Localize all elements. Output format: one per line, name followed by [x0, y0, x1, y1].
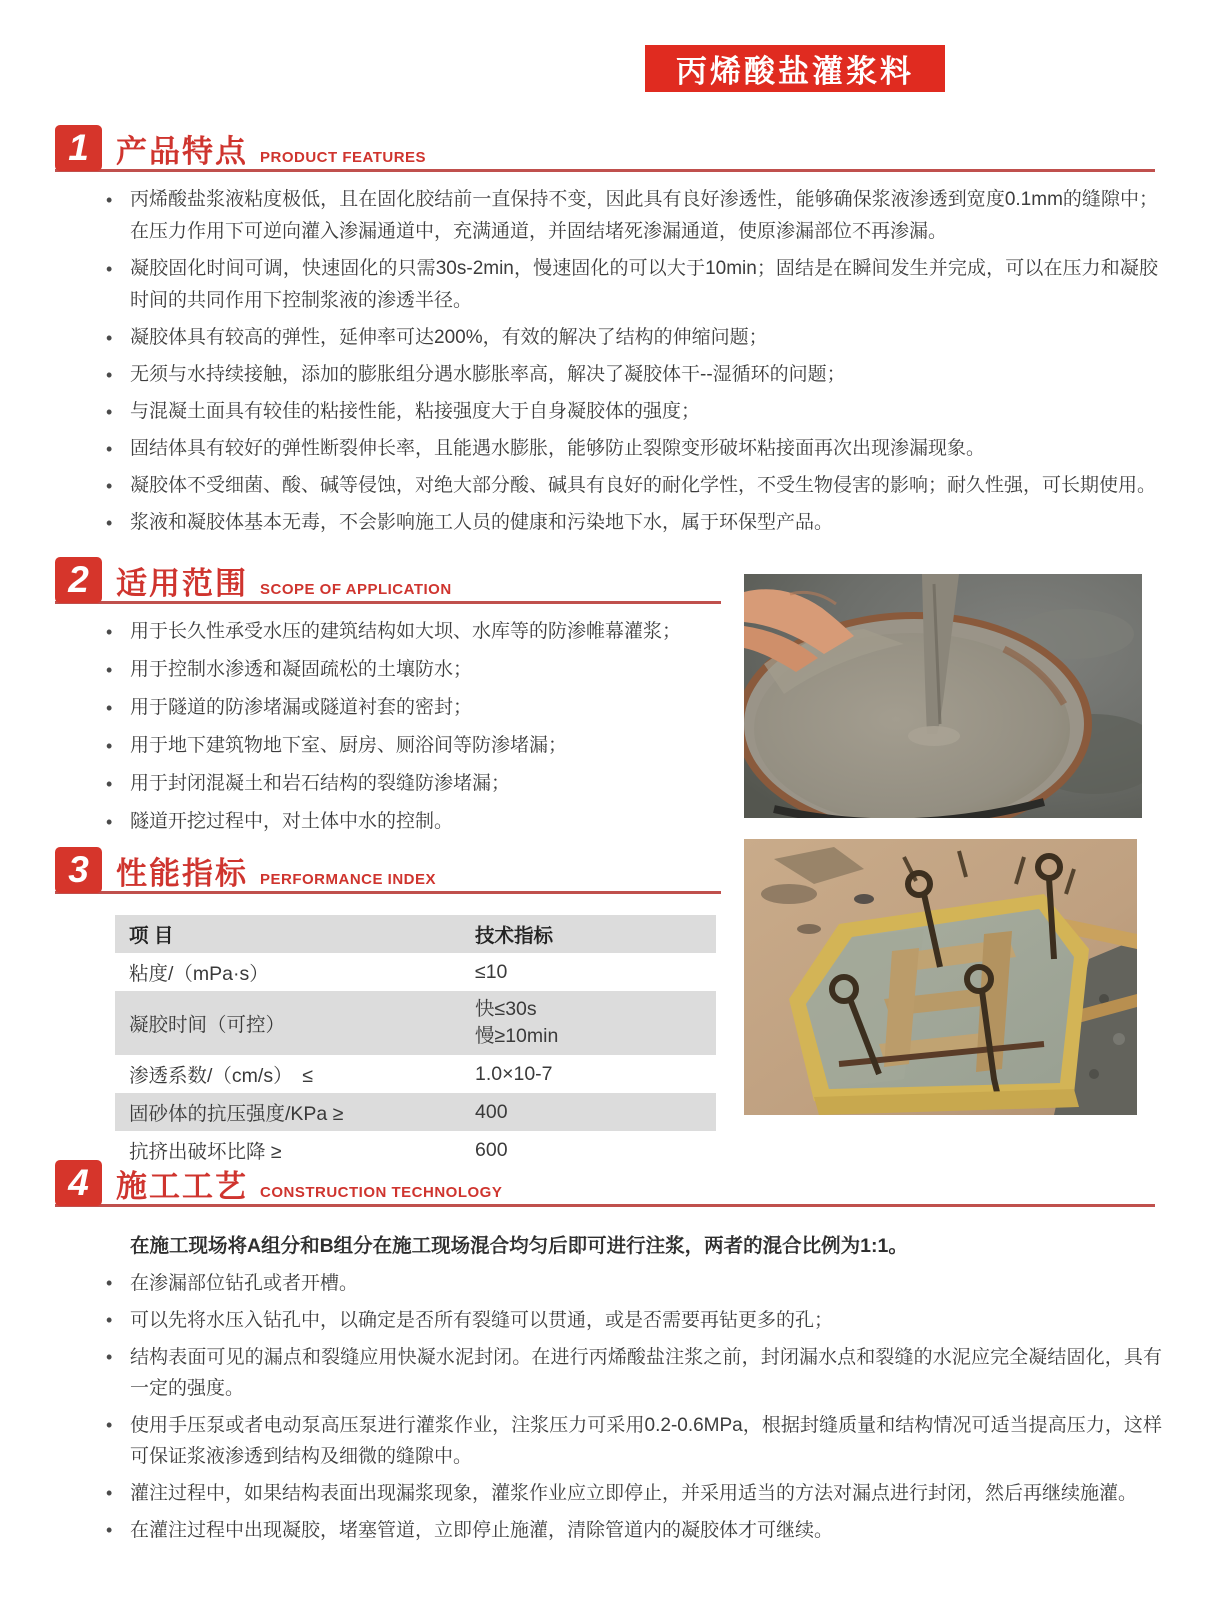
list-item: • 凝胶体不受细菌、酸、碱等侵蚀，对绝大部分酸、碱具有良好的耐化学性，不受生物侵害的影响；耐久性强，可长期使用。	[100, 470, 1158, 502]
row-item-label: 抗挤出破坏比降 ≥	[129, 1141, 282, 1163]
list-item: • 用于控制水渗透和凝固疏松的土壤防水；	[100, 658, 725, 682]
row-item-label: 固砂体的抗压强度/KPa ≥	[129, 1103, 344, 1125]
section-3-title: 性能指标	[116, 855, 248, 891]
list-item: • 结构表面可见的漏点和裂缝应用快凝水泥封闭。在进行丙烯酸盐注浆之前，封闭漏水点和裂缝的水泥应完全凝结固化，具有一定的强度。	[100, 1342, 1162, 1404]
row-item-value	[461, 991, 716, 1055]
section-3-header	[55, 845, 721, 894]
scope-of-application-list	[100, 620, 725, 848]
section-2-title: 适用范围	[116, 565, 248, 601]
formwork-grouting-photo	[744, 839, 1137, 1115]
column-header-value: 技术指标	[475, 925, 554, 947]
row-item-value: 1.0×10-7	[475, 1062, 553, 1085]
construction-technology-content	[100, 1230, 1162, 1552]
list-item: • 无须与水持续接触，添加的膨胀组分遇水膨胀率高，解决了凝胶体干--湿循环的问题；	[100, 359, 1158, 391]
section-1-subtitle: PRODUCT FEATURES	[260, 149, 427, 166]
list-item: • 使用手压泵或者电动泵高压泵进行灌浆作业，注浆压力可采用0.2-0.6MPa，根据封缝质量和结构情况可适当提高压力，这样可保证浆液渗透到结构及细微的缝隙中。	[100, 1410, 1162, 1472]
table-row	[115, 991, 716, 1055]
column-header-item: 项 目	[129, 925, 174, 947]
section-1-number-badge: 1	[55, 125, 102, 171]
list-item: • 凝胶固化时间可调，快速固化的只需30s-2min，慢速固化的可以大于10min；固结是在瞬间发生并完成，可以在压力和凝胶时间的共同作用下控制浆液的渗透半径。	[100, 253, 1158, 317]
table-row	[115, 953, 716, 991]
row-item-value: ≤10	[475, 960, 508, 983]
section-4-subtitle: CONSTRUCTION TECHNOLOGY	[260, 1184, 503, 1201]
section-3-subtitle: PERFORMANCE INDEX	[260, 871, 437, 888]
construction-steps-list	[100, 1268, 1162, 1546]
list-item: • 隧道开挖过程中，对土体中水的控制。	[100, 810, 725, 834]
list-item: • 用于隧道的防渗堵漏或隧道衬套的密封；	[100, 696, 725, 720]
section-2-number-badge: 2	[55, 557, 102, 603]
row-item-value: 400	[475, 1100, 508, 1123]
section-2-subtitle: SCOPE OF APPLICATION	[260, 581, 452, 598]
list-item: • 凝胶体具有较高的弹性，延伸率可达200%，有效的解决了结构的伸缩问题；	[100, 322, 1158, 354]
list-item: • 与混凝土面具有较佳的粘接性能，粘接强度大于自身凝胶体的强度；	[100, 396, 1158, 428]
gel-time-fast-value: 快≤30s	[475, 998, 537, 1020]
row-item-label: 凝胶时间（可控）	[129, 1014, 286, 1036]
list-item: • 用于长久性承受水压的建筑结构如大坝、水库等的防渗帷幕灌浆；	[100, 620, 725, 644]
list-item: • 固结体具有较好的弹性断裂伸长率，且能遇水膨胀，能够防止裂隙变形破坏粘接面再次出现渗漏现象。	[100, 433, 1158, 465]
list-item: • 可以先将水压入钻孔中，以确定是否所有裂缝可以贯通，或是否需要再钻更多的孔；	[100, 1305, 1162, 1336]
section-4-number-badge: 4	[55, 1160, 102, 1206]
section-3-number-badge: 3	[55, 847, 102, 893]
section-4-title: 施工工艺	[116, 1168, 248, 1204]
grout-mixing-photo	[744, 574, 1142, 818]
section-4-header	[55, 1158, 1155, 1207]
page-title: 丙烯酸盐灌浆料	[645, 45, 945, 92]
list-item: • 在渗漏部位钻孔或者开槽。	[100, 1268, 1162, 1299]
row-item-label: 渗透系数/（cm/s） ≤	[129, 1065, 314, 1087]
section-2-header	[55, 555, 721, 604]
list-item: • 浆液和凝胶体基本无毒，不会影响施工人员的健康和污染地下水，属于环保型产品。	[100, 507, 1158, 539]
row-item-label: 粘度/（mPa·s）	[129, 963, 269, 985]
list-item: • 丙烯酸盐浆液粘度极低，且在固化胶结前一直保持不变，因此具有良好渗透性，能够确保浆液渗透到宽度0.1mm的缝隙中；在压力作用下可逆向灌入渗漏通道中，充满通道，并固结堵死渗漏通道，使原渗漏部位不再渗漏。	[100, 184, 1158, 248]
table-row	[115, 1055, 716, 1093]
table-header-row	[115, 915, 716, 953]
list-item: • 用于封闭混凝土和岩石结构的裂缝防渗堵漏；	[100, 772, 725, 796]
list-item: • 用于地下建筑物地下室、厨房、厕浴间等防渗堵漏；	[100, 734, 725, 758]
list-item: • 灌注过程中，如果结构表面出现漏浆现象，灌浆作业应立即停止，并采用适当的方法对漏点进行封闭，然后再继续施灌。	[100, 1478, 1162, 1509]
performance-index-table	[115, 915, 716, 1169]
list-item: • 在灌注过程中出现凝胶，堵塞管道，立即停止施灌，清除管道内的凝胶体才可继续。	[100, 1515, 1162, 1546]
product-features-list	[100, 184, 1158, 544]
gel-time-slow-value: 慢≥10min	[475, 1025, 559, 1047]
table-row	[115, 1093, 716, 1131]
section-1-title: 产品特点	[116, 133, 248, 169]
row-item-value: 600	[475, 1138, 508, 1161]
mixing-ratio-note: 在施工现场将A组分和B组分在施工现场混合均匀后即可进行注浆，两者的混合比例为1:1。	[130, 1235, 908, 1257]
section-1-header	[55, 123, 1155, 172]
